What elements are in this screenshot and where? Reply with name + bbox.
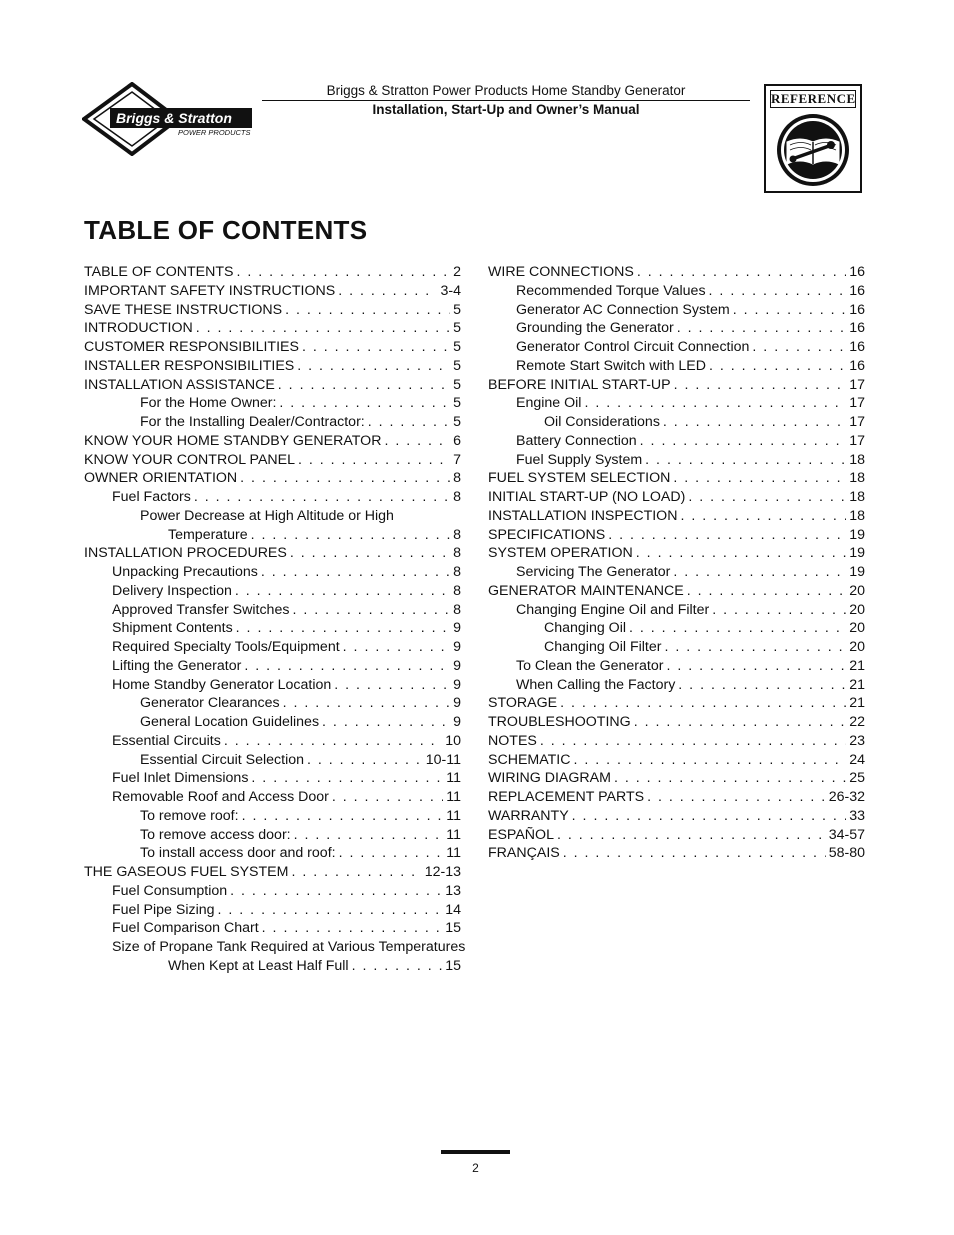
toc-entry-page: 5 — [453, 357, 461, 374]
toc-entry — [84, 263, 461, 282]
toc-dot-leader — [343, 638, 450, 657]
toc-entry-page: 8 — [453, 601, 461, 618]
toc-entry-title: Generator AC Connection System — [516, 301, 730, 318]
header-manual-title: Installation, Start-Up and Owner’s Manual — [372, 102, 640, 117]
toc-entry-title: KNOW YOUR HOME STANDBY GENERATOR — [84, 432, 382, 449]
toc-entry-title: Temperature — [168, 526, 248, 543]
toc-entry — [84, 676, 461, 695]
toc-entry-page: 19 — [849, 564, 865, 580]
toc-entry-page: 8 — [453, 489, 461, 505]
toc-entry-page: 9 — [453, 695, 461, 712]
toc-entry — [84, 844, 461, 863]
logo-subtext: POWER PRODUCTS — [178, 128, 251, 137]
toc-dot-leader — [709, 282, 847, 301]
toc-dot-leader — [261, 563, 450, 582]
toc-entry-title: INTRODUCTION — [84, 320, 193, 337]
toc-dot-leader — [332, 788, 443, 807]
toc-entry-page: 17 — [849, 376, 865, 393]
toc-dot-leader — [636, 544, 846, 563]
document-header — [262, 82, 750, 119]
toc-entry-page: 5 — [453, 301, 461, 318]
toc-entry — [84, 507, 461, 526]
toc-entry-title: INSTALLER RESPONSIBILITIES — [84, 357, 295, 374]
toc-dot-leader — [687, 582, 846, 601]
toc-entry-title: IMPORTANT SAFETY INSTRUCTIONS — [84, 282, 336, 299]
reference-label: REFERENCE — [771, 91, 856, 106]
toc-entry — [488, 713, 865, 732]
toc-entry — [84, 488, 461, 507]
toc-entry — [84, 394, 461, 413]
toc-entry-page: 8 — [453, 526, 461, 543]
toc-dot-leader — [294, 826, 444, 845]
toc-entry-title: Shipment Contents — [112, 620, 233, 637]
toc-entry-page: 26-32 — [828, 789, 865, 805]
toc-entry-title: BEFORE INITIAL START-UP — [488, 376, 671, 393]
toc-dot-leader — [709, 357, 846, 376]
toc-entry — [488, 638, 865, 657]
footer-rule — [441, 1150, 510, 1154]
toc-dot-leader — [368, 413, 450, 432]
toc-entry — [488, 394, 865, 413]
toc-entry — [84, 882, 461, 901]
header-product-line: Briggs & Stratton Power Products Home Standby Generator — [262, 82, 750, 101]
toc-entry — [84, 451, 461, 470]
toc-dot-leader — [251, 526, 450, 545]
toc-entry — [488, 844, 865, 863]
toc-entry-page: 18 — [849, 507, 865, 524]
toc-entry — [84, 619, 461, 638]
toc-entry-page: 34-57 — [828, 826, 865, 843]
toc-entry — [84, 769, 461, 788]
toc-dot-leader — [673, 563, 846, 582]
toc-entry-page: 5 — [453, 395, 461, 412]
toc-entry-title: Unpacking Precautions — [112, 564, 258, 580]
logo-diamond-icon — [82, 82, 254, 156]
toc-entry-page: 10-11 — [425, 751, 461, 768]
toc-dot-leader — [666, 657, 846, 676]
toc-entry-title: To remove access door: — [140, 826, 291, 843]
toc-entry-page: 11 — [446, 789, 461, 805]
toc-entry-title: KNOW YOUR CONTROL PANEL — [84, 451, 296, 468]
toc-entry-title: WIRE CONNECTIONS — [488, 264, 634, 280]
reference-badge — [764, 84, 862, 193]
toc-dot-leader — [338, 282, 437, 301]
toc-dot-leader — [663, 413, 846, 432]
toc-entry — [84, 751, 461, 770]
toc-dot-leader — [322, 713, 450, 732]
toc-entry — [84, 357, 461, 376]
toc-dot-leader — [608, 526, 846, 545]
toc-entry-title: When Kept at Least Half Full — [168, 957, 349, 974]
toc-dot-leader — [384, 432, 450, 451]
toc-entry-page: 21 — [849, 695, 865, 712]
toc-dot-leader — [688, 488, 846, 507]
toc-entry-title: Fuel Consumption — [112, 882, 228, 899]
logo-wordmark: Briggs & Stratton — [116, 110, 232, 126]
toc-dot-leader — [334, 676, 450, 695]
toc-entry — [84, 338, 461, 357]
toc-entry-page: 11 — [446, 770, 461, 787]
toc-entry — [84, 563, 461, 582]
toc-entry-title: SYSTEM OPERATION — [488, 545, 633, 562]
toc-entry — [84, 863, 461, 882]
briggs-stratton-logo — [82, 82, 254, 156]
toc-dot-leader — [560, 694, 846, 713]
toc-dot-leader — [291, 863, 421, 882]
toc-entry-title: Essential Circuit Selection — [140, 751, 305, 768]
toc-entry — [488, 526, 865, 545]
toc-dot-leader — [237, 263, 451, 282]
toc-entry — [84, 413, 461, 432]
toc-entry-page: 16 — [849, 320, 865, 337]
toc-entry-title: INSTALLATION ASSISTANCE — [84, 376, 275, 393]
toc-entry — [84, 638, 461, 657]
toc-entry — [84, 657, 461, 676]
toc-entry-title: Fuel Comparison Chart — [112, 920, 259, 937]
toc-entry-page: 9 — [453, 714, 461, 730]
toc-entry-title: SAVE THESE INSTRUCTIONS — [84, 301, 283, 318]
toc-dot-leader — [236, 619, 450, 638]
toc-dot-leader — [647, 788, 826, 807]
toc-entry-page: 10 — [445, 732, 461, 749]
toc-entry-page: 7 — [453, 451, 461, 468]
toc-entry — [84, 919, 461, 938]
toc-entry — [488, 769, 865, 788]
toc-entry-page: 17 — [849, 414, 865, 430]
toc-dot-leader — [637, 263, 846, 282]
toc-dot-leader — [634, 713, 847, 732]
toc-entry-title: REPLACEMENT PARTS — [488, 789, 645, 805]
toc-dot-leader — [640, 432, 847, 451]
toc-dot-leader — [572, 807, 847, 826]
toc-entry-page: 24 — [849, 751, 865, 768]
toc-entry-page: 5 — [453, 339, 461, 355]
toc-dot-leader — [752, 338, 846, 357]
toc-entry-title: Changing Oil Filter — [544, 639, 662, 655]
toc-entry-page: 8 — [453, 545, 461, 562]
toc-entry-title: For the Installing Dealer/Contractor: — [140, 414, 365, 430]
toc-entry — [84, 826, 461, 845]
toc-entry — [84, 376, 461, 395]
toc-dot-leader — [224, 732, 442, 751]
toc-entry-page: 20 — [849, 601, 865, 618]
toc-dot-leader — [584, 394, 846, 413]
toc-entry-page: 20 — [849, 639, 865, 655]
toc-entry-page: 16 — [849, 282, 865, 299]
toc-entry — [488, 694, 865, 713]
toc-dot-leader — [307, 751, 423, 770]
toc-entry-title: FUEL SYSTEM SELECTION — [488, 470, 671, 487]
toc-entry — [488, 788, 865, 807]
toc-entry — [488, 319, 865, 338]
toc-entry-title: Removable Roof and Access Door — [112, 789, 329, 805]
toc-entry-title: INSTALLATION INSPECTION — [488, 507, 678, 524]
toc-entry-title: THE GASEOUS FUEL SYSTEM — [84, 864, 289, 880]
toc-entry-page: 18 — [849, 489, 865, 505]
toc-entry-title: Generator Control Circuit Connection — [516, 339, 750, 355]
toc-entry-title: SCHEMATIC — [488, 751, 571, 768]
toc-entry-title: Approved Transfer Switches — [112, 601, 290, 618]
toc-entry — [488, 507, 865, 526]
toc-entry-title: Changing Oil — [544, 620, 627, 637]
toc-entry-title: TROUBLESHOOTING — [488, 714, 631, 730]
toc-entry — [84, 601, 461, 620]
toc-entry-title: INITIAL START-UP (NO LOAD) — [488, 489, 686, 505]
toc-entry — [84, 301, 461, 320]
toc-dot-leader — [302, 338, 450, 357]
toc-entry-page: 23 — [849, 732, 865, 749]
toc-entry-page: 18 — [849, 451, 865, 468]
toc-entry — [84, 807, 461, 826]
toc-entry — [84, 788, 461, 807]
toc-dot-leader — [352, 957, 443, 976]
toc-entry — [84, 713, 461, 732]
toc-entry-title: WIRING DIAGRAM — [488, 770, 611, 787]
toc-dot-leader — [285, 301, 450, 320]
toc-dot-leader — [680, 507, 846, 526]
toc-entry-title: OWNER ORIENTATION — [84, 470, 238, 487]
toc-dot-leader — [230, 882, 442, 901]
toc-entry-title: Battery Connection — [516, 432, 637, 449]
toc-entry — [84, 469, 461, 488]
toc-entry — [488, 751, 865, 770]
toc-dot-leader — [673, 469, 846, 488]
toc-entry-page: 33 — [849, 807, 865, 824]
toc-entry-page: 16 — [849, 357, 865, 374]
toc-entry-page: 21 — [849, 657, 865, 674]
toc-entry-page: 8 — [453, 582, 461, 599]
toc-entry-page: 20 — [849, 620, 865, 637]
toc-dot-leader — [251, 769, 443, 788]
toc-dot-leader — [279, 394, 450, 413]
toc-entry — [488, 338, 865, 357]
toc-entry-title: STORAGE — [488, 695, 558, 712]
toc-entry-title: Recommended Torque Values — [516, 282, 706, 299]
page-title: TABLE OF CONTENTS — [84, 215, 368, 245]
toc-dot-leader — [665, 638, 847, 657]
toc-dot-leader — [678, 676, 846, 695]
toc-entry — [84, 526, 461, 545]
toc-entry-title: Size of Propane Tank Required at Various Temperatures — [112, 939, 466, 955]
toc-entry-page: 20 — [849, 582, 865, 599]
toc-right-column — [488, 263, 865, 863]
toc-dot-leader — [235, 582, 450, 601]
toc-dot-leader — [614, 769, 846, 788]
toc-entry-page: 8 — [453, 564, 461, 580]
toc-entry-title: GENERATOR MAINTENANCE — [488, 582, 684, 599]
toc-dot-leader — [196, 319, 450, 338]
toc-entry-title: Fuel Supply System — [516, 451, 643, 468]
toc-dot-leader — [297, 357, 450, 376]
toc-dot-leader — [733, 301, 847, 320]
toc-dot-leader — [262, 919, 443, 938]
toc-entry — [84, 544, 461, 563]
toc-entry-title: To Clean the Generator — [516, 657, 664, 674]
toc-entry — [488, 469, 865, 488]
toc-entry-title: INSTALLATION PROCEDURES — [84, 545, 287, 562]
toc-dot-leader — [278, 376, 450, 395]
toc-entry — [84, 957, 461, 976]
toc-dot-leader — [339, 844, 444, 863]
toc-entry — [84, 432, 461, 451]
toc-dot-leader — [574, 751, 847, 770]
toc-entry — [488, 676, 865, 695]
toc-entry-page: 6 — [453, 432, 461, 449]
toc-entry — [488, 657, 865, 676]
toc-entry — [84, 582, 461, 601]
toc-entry — [488, 263, 865, 282]
toc-entry-page: 9 — [453, 676, 461, 693]
toc-entry-title: CUSTOMER RESPONSIBILITIES — [84, 339, 299, 355]
toc-entry — [488, 282, 865, 301]
toc-entry-title: Generator Clearances — [140, 695, 280, 712]
toc-entry-title: Oil Considerations — [544, 414, 660, 430]
toc-entry-title: Fuel Inlet Dimensions — [112, 770, 249, 787]
toc-entry — [84, 732, 461, 751]
toc-entry-title: To remove roof: — [140, 807, 239, 824]
toc-entry-title: For the Home Owner: — [140, 395, 277, 412]
toc-entry-title: Home Standby Generator Location — [112, 676, 332, 693]
toc-entry-page: 18 — [849, 470, 865, 487]
toc-dot-leader — [290, 544, 450, 563]
toc-entry — [84, 901, 461, 920]
toc-entry-page: 11 — [446, 826, 461, 843]
toc-entry — [488, 544, 865, 563]
toc-entry-page: 19 — [849, 526, 865, 543]
toc-entry — [488, 432, 865, 451]
toc-dot-leader — [645, 451, 846, 470]
toc-entry — [488, 732, 865, 751]
toc-entry — [488, 582, 865, 601]
toc-entry — [488, 301, 865, 320]
toc-entry-page: 25 — [849, 770, 865, 787]
toc-entry — [488, 807, 865, 826]
toc-dot-leader — [194, 488, 450, 507]
toc-dot-leader — [563, 844, 826, 863]
toc-entry — [488, 376, 865, 395]
toc-entry-page: 2 — [453, 264, 461, 280]
toc-entry-page: 12-13 — [424, 864, 461, 880]
toc-entry-page: 9 — [453, 620, 461, 637]
toc-entry — [84, 694, 461, 713]
toc-entry-page: 21 — [849, 676, 865, 693]
toc-entry-title: General Location Guidelines — [140, 714, 320, 730]
toc-entry-title: When Calling the Factory — [516, 676, 676, 693]
page-number: 2 — [472, 1161, 479, 1175]
toc-entry-page: 15 — [445, 957, 461, 974]
toc-entry-page: 16 — [849, 264, 865, 280]
toc-entry-page: 58-80 — [828, 845, 865, 862]
toc-entry-page: 11 — [446, 845, 461, 862]
toc-entry — [84, 319, 461, 338]
toc-entry-page: 8 — [453, 470, 461, 487]
toc-dot-leader — [557, 826, 826, 845]
toc-left-column — [84, 263, 466, 976]
toc-entry — [488, 826, 865, 845]
toc-entry-title: NOTES — [488, 732, 537, 749]
toc-dot-leader — [674, 376, 847, 395]
toc-entry-title: WARRANTY — [488, 807, 569, 824]
toc-dot-leader — [540, 732, 846, 751]
toc-entry-page: 9 — [453, 639, 461, 655]
toc-entry-page: 17 — [849, 395, 865, 412]
toc-entry-title: Changing Engine Oil and Filter — [516, 601, 710, 618]
toc-dot-leader — [218, 901, 443, 920]
toc-entry-title: Fuel Factors — [112, 489, 191, 505]
toc-entry-title: ESPAÑOL — [488, 826, 554, 843]
toc-entry — [488, 357, 865, 376]
toc-entry — [84, 282, 461, 301]
toc-entry-page: 14 — [445, 901, 461, 918]
toc-entry-title: Remote Start Switch with LED — [516, 357, 707, 374]
toc-entry-title: Power Decrease at High Altitude or High — [140, 507, 394, 524]
toc-entry-title: Grounding the Generator — [516, 320, 674, 337]
toc-entry — [488, 563, 865, 582]
toc-entry-page: 16 — [849, 301, 865, 318]
toc-entry-page: 22 — [849, 714, 865, 730]
toc-entry-page: 9 — [453, 657, 461, 674]
toc-dot-leader — [298, 451, 450, 470]
toc-entry-page: 15 — [445, 920, 461, 937]
toc-entry — [488, 619, 865, 638]
toc-entry-title: Servicing The Generator — [516, 564, 671, 580]
toc-entry-title: Engine Oil — [516, 395, 582, 412]
toc-entry-page: 19 — [849, 545, 865, 562]
toc-entry-title: Lifting the Generator — [112, 657, 242, 674]
toc-entry-title: SPECIFICATIONS — [488, 526, 606, 543]
toc-entry — [488, 601, 865, 620]
toc-entry-page: 3-4 — [440, 282, 461, 299]
toc-entry-page: 13 — [445, 882, 461, 899]
toc-dot-leader — [242, 807, 444, 826]
toc-entry-page: 5 — [453, 320, 461, 337]
toc-dot-leader — [292, 601, 450, 620]
toc-entry-page: 17 — [849, 432, 865, 449]
toc-entry-page: 5 — [453, 414, 461, 430]
toc-dot-leader — [712, 601, 846, 620]
toc-dot-leader — [240, 469, 450, 488]
toc-entry-title: Fuel Pipe Sizing — [112, 901, 215, 918]
toc-entry — [488, 413, 865, 432]
toc-dot-leader — [244, 657, 450, 676]
toc-entry-page: 11 — [446, 807, 461, 824]
toc-entry-title: Essential Circuits — [112, 732, 221, 749]
toc-entry — [84, 938, 466, 957]
toc-entry-title: TABLE OF CONTENTS — [84, 264, 234, 280]
toc-entry-title: Delivery Inspection — [112, 582, 232, 599]
toc-entry-page: 16 — [849, 339, 865, 355]
toc-entry — [488, 451, 865, 470]
open-book-with-wrench-icon — [773, 112, 853, 188]
toc-entry-page: 5 — [453, 376, 461, 393]
toc-entry-title: Required Specialty Tools/Equipment — [112, 639, 340, 655]
toc-entry-title: FRANÇAIS — [488, 845, 560, 862]
toc-dot-leader — [677, 319, 846, 338]
toc-entry-title: To install access door and roof: — [140, 845, 336, 862]
toc-dot-leader — [629, 619, 846, 638]
toc-dot-leader — [283, 694, 451, 713]
toc-entry — [488, 488, 865, 507]
